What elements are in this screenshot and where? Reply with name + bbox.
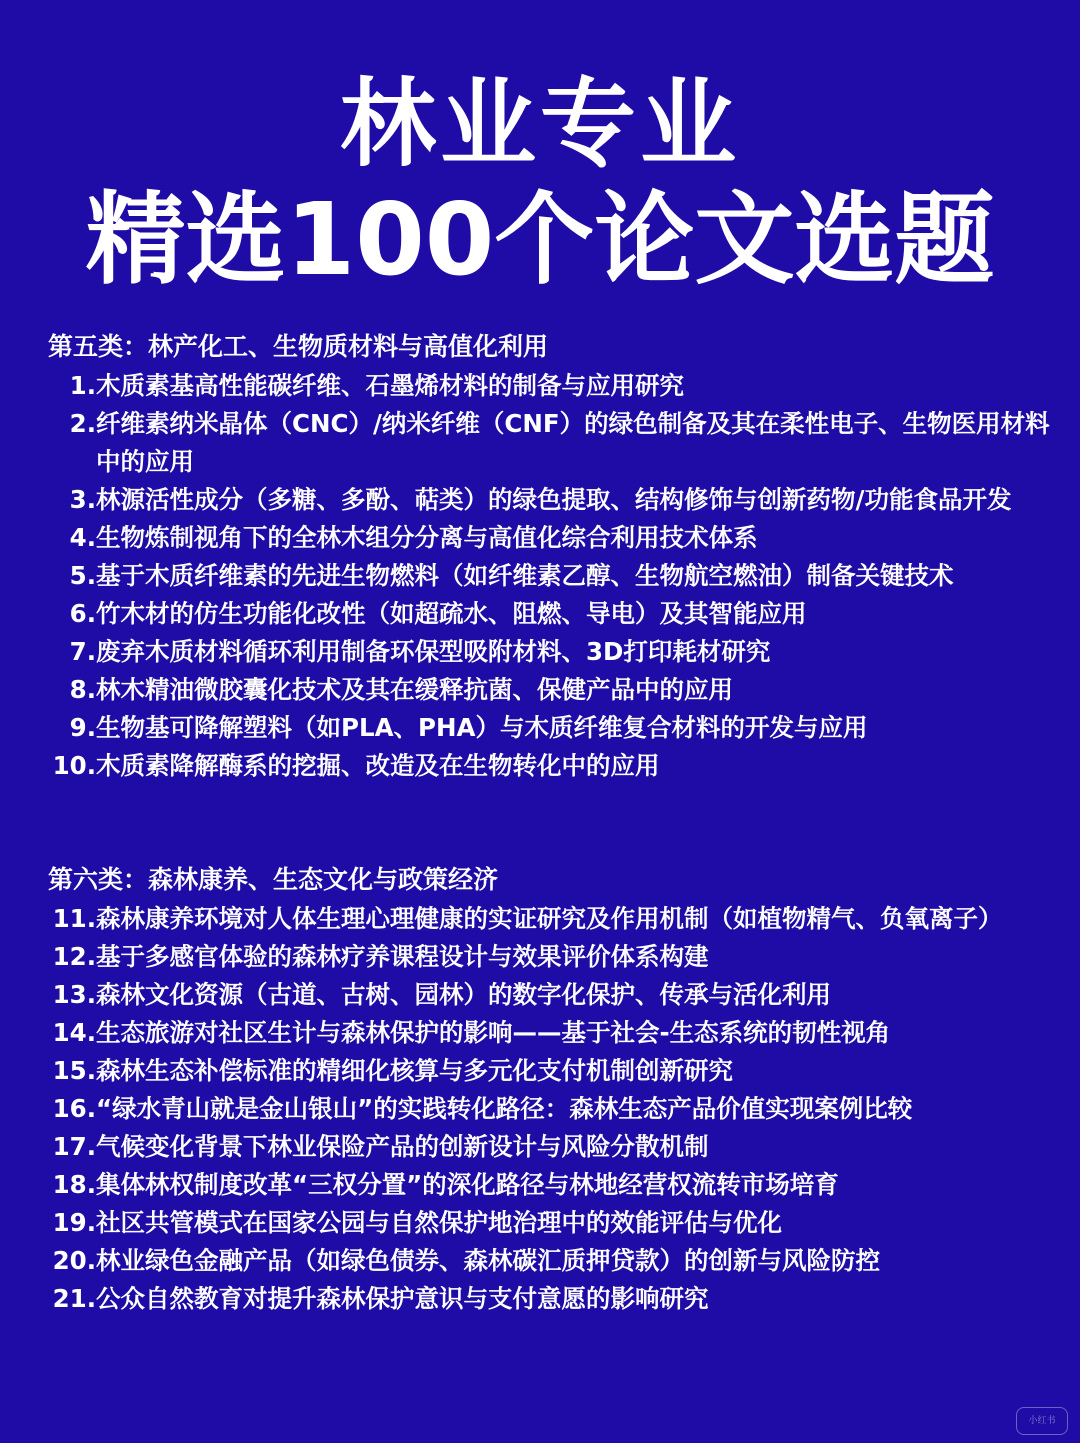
item-text: 森林生态补偿标准的精细化核算与多元化支付机制创新研究 — [96, 1056, 733, 1085]
item-text: 林木精油微胶囊化技术及其在缓释抗菌、保健产品中的应用 — [96, 675, 733, 704]
item-number: 10. — [52, 751, 96, 780]
section-heading: 第六类：森林康养、生态文化与政策经济 — [48, 865, 499, 894]
item-number: 4. — [69, 523, 96, 552]
item-number: 16. — [52, 1094, 96, 1123]
topic-list — [0, 900, 1080, 1318]
list-item — [0, 595, 1080, 633]
section-heading: 第五类：林产化工、生物质材料与高值化利用 — [48, 332, 549, 361]
item-number: 2. — [69, 409, 96, 438]
list-item — [0, 747, 1080, 785]
list-item — [0, 367, 1080, 405]
item-number: 7. — [69, 637, 96, 666]
item-text: 生物炼制视角下的全林木组分分离与高值化综合利用技术体系 — [96, 523, 758, 552]
item-number: 17. — [52, 1132, 96, 1161]
watermark-logo: 小红书 — [1016, 1407, 1068, 1435]
list-item — [0, 671, 1080, 709]
item-text: 集体林权制度改革“三权分置”的深化路径与林地经营权流转市场培育 — [96, 1170, 839, 1199]
item-text: 社区共管模式在国家公园与自然保护地治理中的效能评估与优化 — [96, 1208, 782, 1237]
item-text: 森林康养环境对人体生理心理健康的实证研究及作用机制（如植物精气、负氧离子） — [96, 904, 1003, 933]
list-item — [0, 405, 1080, 481]
item-number: 9. — [69, 713, 96, 742]
item-number: 11. — [52, 904, 96, 933]
list-item — [0, 1204, 1080, 1242]
item-number: 20. — [52, 1246, 96, 1275]
list-item — [0, 938, 1080, 976]
list-item — [0, 1090, 1080, 1128]
item-text: 林源活性成分（多糖、多酚、萜类）的绿色提取、结构修饰与创新药物/功能食品开发 — [96, 485, 1012, 514]
item-number: 15. — [52, 1056, 96, 1085]
list-item — [0, 1166, 1080, 1204]
list-item — [0, 900, 1080, 938]
item-text: 基于木质纤维素的先进生物燃料（如纤维素乙醇、生物航空燃油）制备关键技术 — [96, 561, 954, 590]
item-text: 木质素基高性能碳纤维、石墨烯材料的制备与应用研究 — [96, 371, 684, 400]
section-6 — [0, 862, 1080, 1318]
list-item — [0, 519, 1080, 557]
list-item — [0, 1014, 1080, 1052]
item-number: 19. — [52, 1208, 96, 1237]
item-number: 3. — [69, 485, 96, 514]
topic-list — [0, 367, 1080, 785]
list-item — [0, 633, 1080, 671]
item-text: 公众自然教育对提升森林保护意识与支付意愿的影响研究 — [96, 1284, 709, 1313]
item-text: 生物基可降解塑料（如PLA、PHA）与木质纤维复合材料的开发与应用 — [96, 713, 868, 742]
item-number: 13. — [52, 980, 96, 1009]
section-5 — [0, 329, 1080, 785]
item-text: 木质素降解酶系的挖掘、改造及在生物转化中的应用 — [96, 751, 660, 780]
list-item — [0, 1128, 1080, 1166]
item-number: 6. — [69, 599, 96, 628]
list-item — [0, 481, 1080, 519]
item-text: 气候变化背景下林业保险产品的创新设计与风险分散机制 — [96, 1132, 709, 1161]
item-text: 纤维素纳米晶体（CNC）/纳米纤维（CNF）的绿色制备及其在柔性电子、生物医用材料中的应用 — [96, 409, 1050, 476]
list-item — [0, 976, 1080, 1014]
item-text: 竹木材的仿生功能化改性（如超疏水、阻燃、导电）及其智能应用 — [96, 599, 807, 628]
item-number: 14. — [52, 1018, 96, 1047]
list-item — [0, 709, 1080, 747]
item-number: 5. — [69, 561, 96, 590]
item-number: 8. — [69, 675, 96, 704]
list-item — [0, 1280, 1080, 1318]
item-text: 基于多感官体验的森林疗养课程设计与效果评价体系构建 — [96, 942, 709, 971]
item-text: 废弃木质材料循环利用制备环保型吸附材料、3D打印耗材研究 — [96, 637, 771, 666]
title-line-1: 林业专业 — [340, 68, 740, 180]
item-number: 1. — [69, 371, 96, 400]
title-line-2: 精选100个论文选题 — [85, 181, 995, 298]
list-item — [0, 1052, 1080, 1090]
item-text: 林业绿色金融产品（如绿色债券、森林碳汇质押贷款）的创新与风险防控 — [96, 1246, 880, 1275]
item-text: 生态旅游对社区生计与森林保护的影响——基于社会-生态系统的韧性视角 — [96, 1018, 891, 1047]
item-text: 森林文化资源（古道、古树、园林）的数字化保护、传承与活化利用 — [96, 980, 831, 1009]
list-item — [0, 557, 1080, 595]
item-number: 12. — [52, 942, 96, 971]
item-text: “绿水青山就是金山银山”的实践转化路径：森林生态产品价值实现案例比较 — [96, 1094, 913, 1123]
list-item — [0, 1242, 1080, 1280]
item-number: 21. — [52, 1284, 96, 1313]
item-number: 18. — [52, 1170, 96, 1199]
